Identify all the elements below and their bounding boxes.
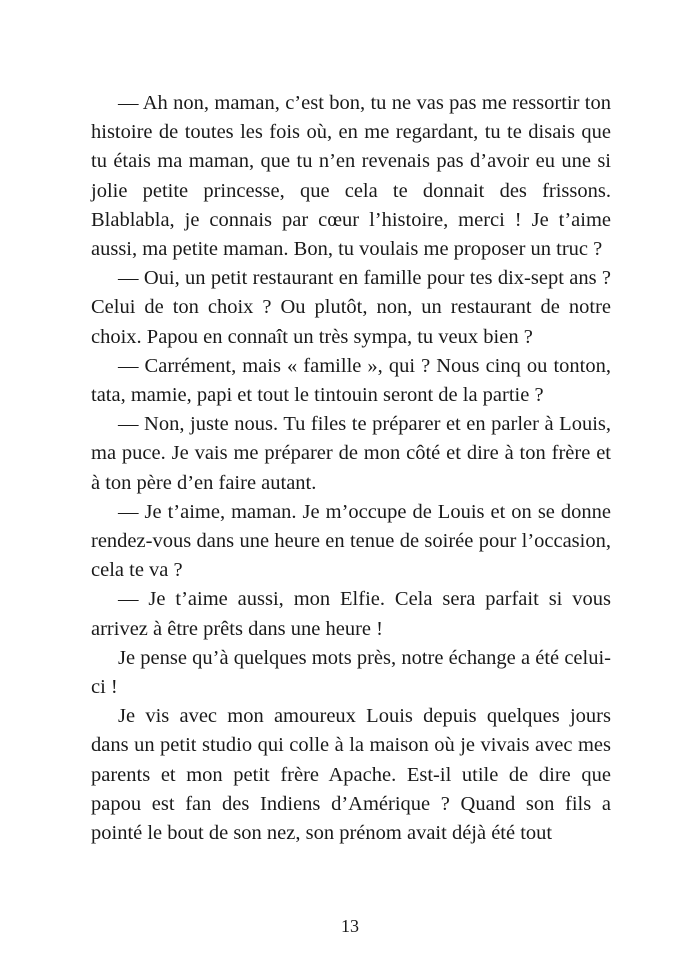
- paragraph: — Ah non, maman, c’est bon, tu ne vas pas me ressortir ton histoire de toutes les fois où, en me regardant, tu te disais que tu étais ma maman, que tu n’en revenais pas d’avoir eu une si jolie petite princesse, que cela te donnait des frissons. Blablabla, je connais par cœur l’histoire, merci ! Je t’aime aussi, ma petite maman. Bon, tu voulais me proposer un truc ?: [91, 92, 611, 261]
- paragraph: Je vis avec mon amoureux Louis depuis quelques jours dans un petit studio qui colle à la maison où je vivais avec mes parents et mon petit frère Apache. Est-il utile de dire que papou est fan des Indiens d’Amérique ? Quand son fils a pointé le bout de son nez, son prénom avait déjà été tout: [91, 705, 611, 845]
- paragraph: — Non, juste nous. Tu files te préparer et en parler à Louis, ma puce. Je vais me préparer de mon côté et dire à ton frère et à ton père d’en faire autant.: [91, 413, 611, 494]
- paragraph: — Je t’aime aussi, mon Elfie. Cela sera parfait si vous arrivez à être prêts dans une heure !: [91, 588, 611, 640]
- paragraph: — Oui, un petit restaurant en famille pour tes dix-sept ans ? Celui de ton choix ? Ou plutôt, non, un restaurant de notre choix. Papou en connaît un très sympa, tu veux bien ?: [91, 267, 611, 348]
- body-text: [91, 89, 611, 848]
- page-number: 13: [341, 916, 359, 936]
- paragraph: Je pense qu’à quelques mots près, notre échange a été celui-ci !: [91, 646, 611, 699]
- paragraph: — Je t’aime, maman. Je m’occupe de Louis et on se donne rendez-vous dans une heure en tenue de soirée pour l’occasion, cela te va ?: [91, 500, 611, 582]
- paragraph: — Carrément, mais « famille », qui ? Nous cinq ou tonton, tata, mamie, papi et tout le tintouin seront de la partie ?: [91, 354, 611, 407]
